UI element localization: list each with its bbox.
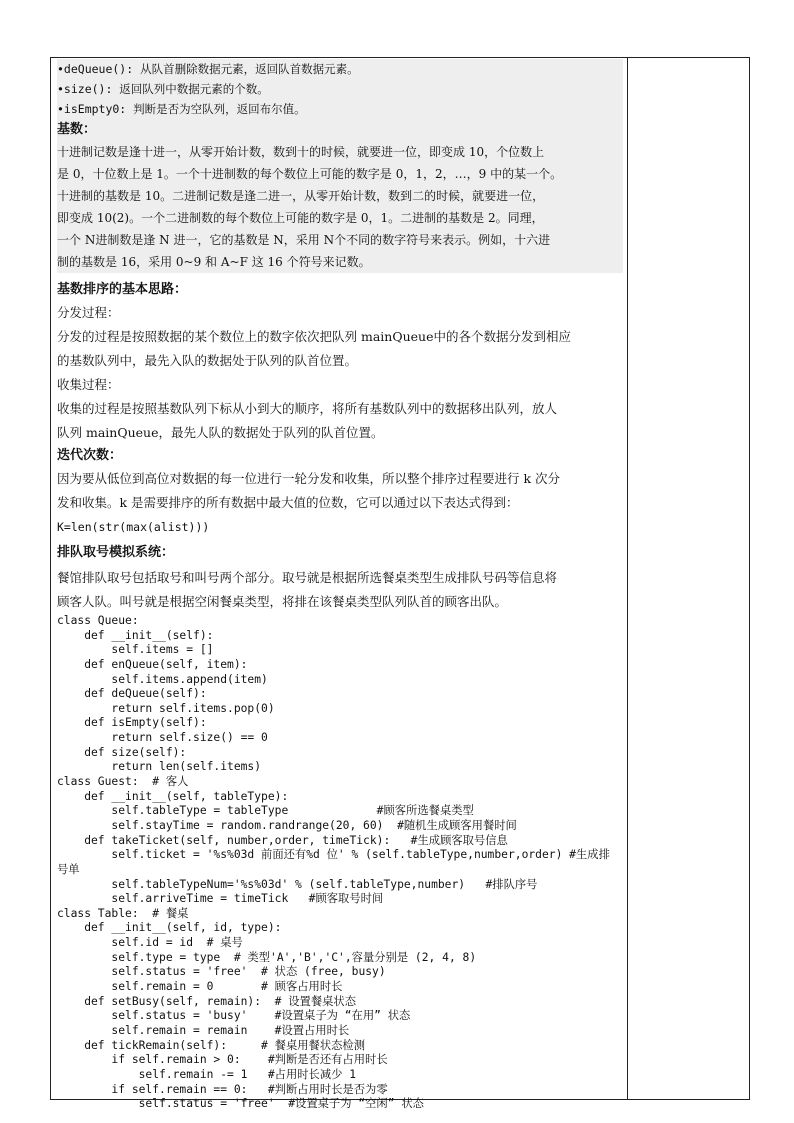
collect-title: 收集过程：: [57, 377, 120, 392]
distribute-line: 分发的过程是按照数据的某个数位上的数字依次把队列 mainQueue中的各个数据分发到相应: [57, 329, 571, 344]
code-line: self.id = id # 桌号: [57, 936, 243, 950]
code-line: return self.size() == 0: [57, 731, 268, 745]
code-line: self.remain = 0 # 顾客占用时长: [57, 980, 343, 994]
content-cell: [57, 59, 623, 1112]
radix-line: 制的基数是 16，采用 0~9 和 A~F 这 16 个符号来记数。: [57, 255, 371, 269]
code-line: self.tableTypeNum='%s%03d' % (self.tableType,number) #排队序号: [57, 877, 538, 891]
code-line: def tickRemain(self): # 餐桌用餐状态检测: [57, 1038, 366, 1052]
code-line: def __init__(self, tableType):: [57, 789, 289, 803]
code-line: class Guest: # 客人: [57, 775, 189, 789]
code-line: def isEmpty(self):: [57, 716, 207, 730]
code-line: self.arriveTime = timeTick #顾客取号时间: [57, 892, 384, 906]
code-line: def setBusy(self, remain): # 设置餐桌状态: [57, 994, 357, 1008]
code-line: self.type = type # 类型'A','B','C',容量分别是 (2, 4, 8): [57, 950, 477, 964]
column-divider: [627, 57, 628, 1100]
queue-system-line: 顾客人队。叫号就是根据空闲餐桌类型，将排在该餐桌类型队列队首的顾客出队。: [57, 594, 508, 609]
radix-line: 十进制的基数是 10。二进制记数是逢二进一，从零开始计数，数到二的时候，就要进一位，: [57, 189, 545, 203]
bullet-dequeue: •deQueue(): 从队首删除数据元素，返回队首数据元素。: [57, 62, 359, 76]
code-line: if self.remain == 0: #判断占用时长是否为零: [57, 1082, 388, 1096]
code-line: def __init__(self):: [57, 628, 214, 642]
radix-line: 十进制记数是逢十进一，从零开始计数，数到十的时候，就要进一位，即变成 10，个位数上: [57, 145, 545, 159]
distribute-line: 的基数队列中，最先入队的数据处于队列的队首位置。: [57, 353, 358, 368]
iteration-heading: 迭代次数：: [57, 448, 123, 463]
formula: K=len(str(max(alist))): [57, 520, 210, 534]
code-line: def deQueue(self):: [57, 687, 207, 701]
code-line: def __init__(self, id, type):: [57, 921, 282, 935]
sort-heading: 基数排序的基本思路：: [57, 282, 188, 297]
code-line: if self.remain > 0: #判断是否还有占用时长: [57, 1053, 388, 1067]
bullet-isempty: •isEmpty0: 判断是否为空队列，返回布尔值。: [57, 102, 306, 116]
code-block: [57, 614, 623, 1112]
code-line: def size(self):: [57, 745, 187, 759]
code-line: self.status = 'free' # 状态 (free, busy): [57, 965, 386, 979]
queue-system-line: 餐馆排队取号包括取号和叫号两个部分。取号就是根据所选餐桌类型生成排队号码等信息将: [57, 570, 558, 585]
code-line: 号单: [57, 862, 80, 876]
collect-line: 收集的过程是按照基数队列下标从小到大的顺序，将所有基数队列中的数据移出队列，放人: [57, 401, 558, 416]
radix-line: 是 0，十位数上是 1。一个十进制数的每个数位上可能的数字是 0，1，2，…，9 中的某一个。: [57, 167, 563, 181]
radix-line: 即变成 10(2)。一个二进制数的每个数位上可能的数字是 0，1。二进制的基数是 2。同理，: [57, 211, 544, 225]
radix-line: 一个 N进制数是逢 N 进一，它的基数是 N，采用 N个不同的数字符号来表示。例如，十六进: [57, 233, 551, 247]
code-line: def enQueue(self, item):: [57, 657, 248, 671]
bullet-size: •size(): 返回队列中数据元素的个数。: [57, 82, 269, 96]
collect-line: 队列 mainQueue，最先人队的数据处于队列的队首位置。: [57, 425, 384, 440]
code-line: self.status = 'free' #设置桌子为 “空闲” 状态: [57, 1097, 424, 1111]
queue-system-heading: 排队取号模拟系统：: [57, 545, 175, 560]
code-line: self.tableType = tableType #顾客所选餐桌类型: [57, 804, 474, 818]
code-line: def takeTicket(self, number,order, timeTick): #生成顾客取号信息: [57, 833, 508, 847]
code-line: self.ticket = '%s%03d 前面还有%d 位' % (self.tableType,number,order) #生成排: [57, 848, 610, 862]
distribute-title: 分发过程：: [57, 305, 120, 320]
code-line: self.remain -= 1 #占用时长减少 1: [57, 1067, 357, 1081]
code-line: return self.items.pop(0): [57, 701, 275, 715]
code-line: class Queue:: [57, 614, 139, 627]
code-line: self.items = []: [57, 643, 214, 657]
code-line: class Table: # 餐桌: [57, 906, 189, 920]
code-line: self.remain = remain #设置占用时长: [57, 1023, 350, 1037]
radix-heading: 基数：: [57, 122, 97, 137]
code-line: self.stayTime = random.randrange(20, 60) #随机生成顾客用餐时间: [57, 818, 517, 832]
iteration-line: 发和收集。k 是需要排序的所有数据中最大值的位数，它可以通过以下表达式得到：: [57, 495, 519, 510]
code-line: return len(self.items): [57, 760, 262, 774]
code-line: self.status = 'busy' #设置桌子为 “在用” 状态: [57, 1009, 411, 1023]
iteration-line: 因为要从低位到高位对数据的每一位进行一轮分发和收集，所以整个排序过程要进行 k 次分: [57, 471, 561, 486]
code-line: self.items.append(item): [57, 672, 268, 686]
shaded-block: [57, 59, 623, 273]
